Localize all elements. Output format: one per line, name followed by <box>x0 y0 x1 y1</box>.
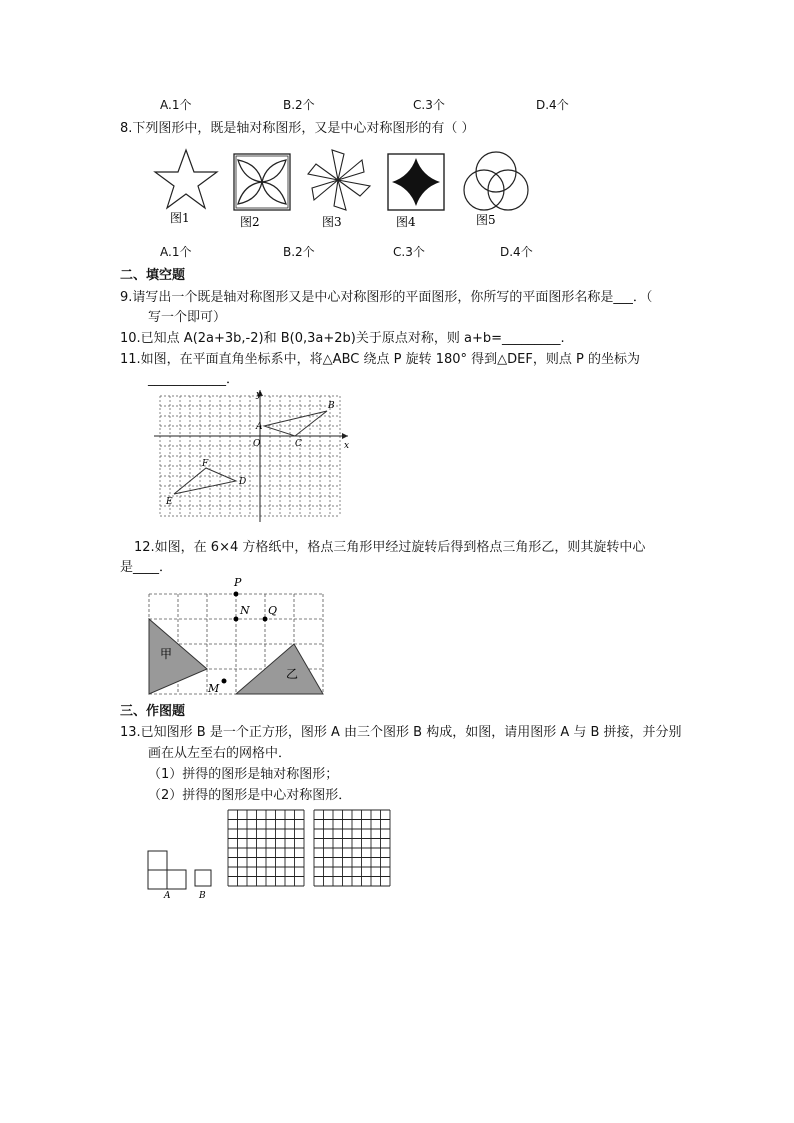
q11-coordinate-graph <box>154 388 354 522</box>
shape-a <box>148 851 186 889</box>
q13-line2: 画在从左至右的网格中． <box>148 746 292 761</box>
q7-choice-a: A.1个 <box>160 98 192 112</box>
svg-text:x: x <box>344 441 350 451</box>
svg-text:F: F <box>202 459 209 469</box>
curved-star-square-figure <box>388 154 444 210</box>
drawing-grid-left <box>228 810 304 886</box>
svg-text:B: B <box>328 401 335 411</box>
star-figure <box>155 150 217 208</box>
figure-label-3: 图3 <box>322 215 342 229</box>
q8-choice-a: A.1个 <box>160 245 192 259</box>
svg-text:B: B <box>199 891 206 901</box>
figure-label-4: 图4 <box>396 215 416 229</box>
shape-b <box>195 870 211 886</box>
svg-text:N: N <box>240 604 250 617</box>
triangle-def <box>174 468 236 494</box>
svg-text:E: E <box>166 497 173 507</box>
triangle-abc <box>264 411 327 436</box>
q13-sub1: （1）拼得的图形是轴对称图形； <box>148 767 339 782</box>
svg-text:D: D <box>239 477 247 487</box>
q8-choice-c: C.3个 <box>393 245 425 259</box>
q8-stem: 8.下列图形中，既是轴对称图形，又是中心对称图形的有（ ） <box>120 121 475 136</box>
svg-text:乙: 乙 <box>286 667 299 681</box>
point-q <box>263 617 268 622</box>
q7-choice-b: B.2个 <box>283 98 315 112</box>
svg-text:甲: 甲 <box>160 647 173 661</box>
q8-choice-b: B.2个 <box>283 245 315 259</box>
petal-square-figure <box>234 154 290 210</box>
svg-text:O: O <box>253 439 261 449</box>
figure-label-1: 图1 <box>170 211 190 225</box>
svg-text:C: C <box>295 439 302 449</box>
point-n <box>234 617 239 622</box>
q13-figures <box>144 808 394 902</box>
q12-line1: 12.如图，在 6×4 方格纸中，格点三角形甲经过旋转后得到格点三角形乙，则其旋转中心 <box>134 540 646 555</box>
point-m <box>222 679 227 684</box>
drawing-grid-right <box>314 810 390 886</box>
q13-sub2: （2）拼得的图形是中心对称图形． <box>148 788 352 803</box>
three-circles-figure <box>464 152 528 210</box>
point-p <box>234 592 239 597</box>
q8-choice-d: D.4个 <box>500 245 533 259</box>
svg-text:y: y <box>256 390 262 400</box>
q11-line2: ____________． <box>148 372 240 387</box>
svg-text:A: A <box>164 891 171 901</box>
q8-figures <box>150 142 540 234</box>
q9-line1: 9.请写出一个既是轴对称图形又是中心对称图形的平面图形，你所写的平面图形名称是___．（ <box>120 290 653 305</box>
section3-title: 三、作图题 <box>120 704 186 719</box>
figure-label-2: 图2 <box>240 215 260 229</box>
q11-line1: 11.如图，在平面直角坐标系中，将△ABC 绕点 P 旋转 180° 得到△DEF，则点 P 的坐标为 <box>120 352 640 367</box>
pinwheel-figure <box>308 150 370 210</box>
q10-text: 10.已知点 A(2a+3b,-2)和 B(0,3a+2b)关于原点对称，则 a+b=_________. <box>120 331 565 346</box>
q13-line1: 13.已知图形 B 是一个正方形，图形 A 由三个图形 B 构成，如图，请用图形 A 与 B 拼接，并分别 <box>120 725 682 740</box>
svg-text:Q: Q <box>268 604 278 617</box>
q7-choice-c: C.3个 <box>413 98 445 112</box>
section2-title: 二、填空题 <box>120 268 186 283</box>
figure-label-5: 图5 <box>476 213 496 227</box>
q9-line2: 写一个即可） <box>148 310 227 325</box>
svg-text:M: M <box>208 682 220 695</box>
svg-text:P: P <box>234 576 242 589</box>
svg-text:A: A <box>256 422 263 432</box>
q7-choice-d: D.4个 <box>536 98 569 112</box>
q12-line2: 是____． <box>120 560 173 575</box>
q12-grid-figure <box>140 574 332 698</box>
